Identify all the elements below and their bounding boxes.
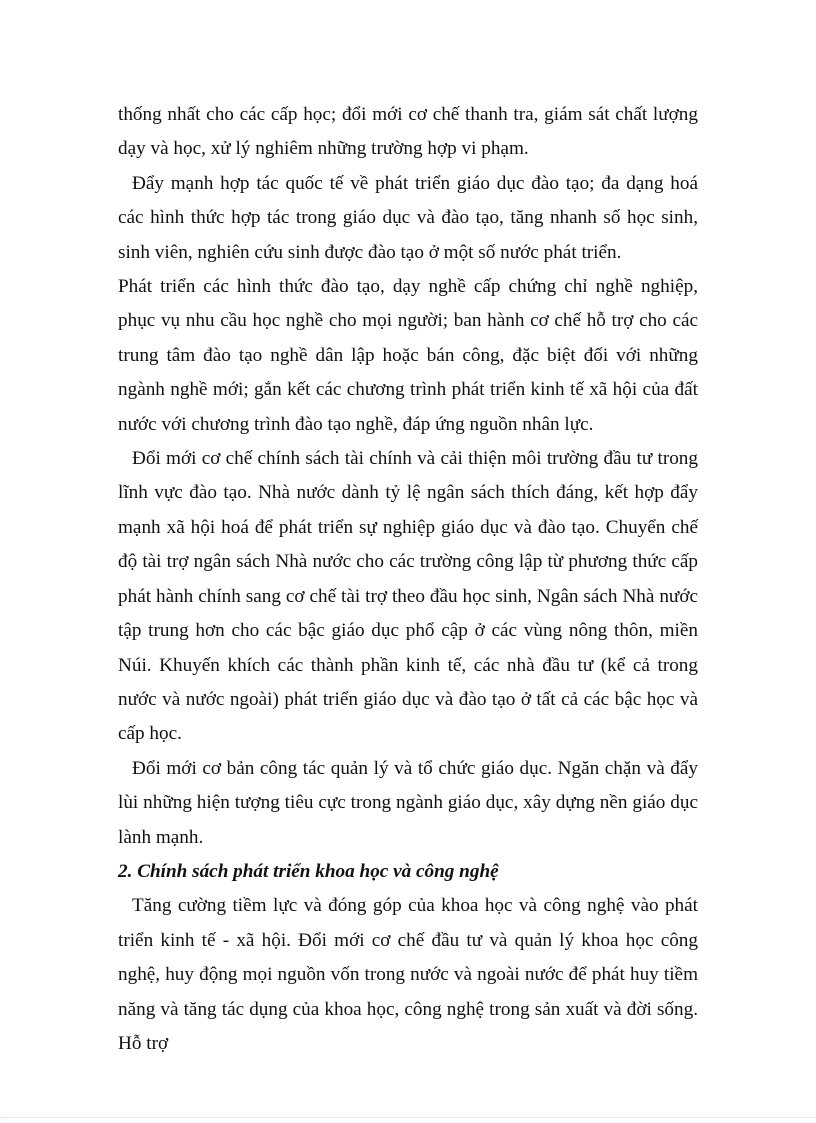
document-body: [118, 98, 698, 1061]
page-bottom-divider: [0, 1117, 816, 1118]
paragraph-vocational-training: Phát triển các hình thức đào tạo, dạy nghề cấp chứng chỉ nghề nghiệp, phục vụ nhu cầu học nghề cho mọi người; ban hành cơ chế hỗ trợ cho các trung tâm đào tạo nghề dân lập hoặc bán công, đặc biệt đối với những ngành nghề mới; gắn kết các chương trình phát triển kinh tế xã hội của đất nước với chương trình đào tạo nghề, đáp ứng nguồn nhân lực.: [118, 276, 698, 435]
paragraph-international-cooperation: Đẩy mạnh hợp tác quốc tế về phát triển giáo dục đào tạo; đa dạng hoá các hình thức hợp tác trong giáo dục và đào tạo, tăng nhanh số học sinh, sinh viên, nghiên cứu sinh được đào tạo ở một số nước phát triển.: [118, 172, 698, 263]
paragraph-education-management: Đổi mới cơ bản công tác quản lý và tổ chức giáo dục. Ngăn chặn và đẩy lùi những hiện tượng tiêu cực trong ngành giáo dục, xây dựng nền giáo dục lành mạnh.: [118, 757, 698, 848]
paragraph-science-technology: Tăng cường tiềm lực và đóng góp của khoa học và công nghệ vào phát triển kinh tế - xã hội. Đổi mới cơ chế đầu tư và quản lý khoa học công nghệ, huy động mọi nguồn vốn trong nước và ngoài nước để phát huy tiềm năng và tăng tác dụng của khoa học, công nghệ trong sản xuất và đời sống. Hỗ trợ: [118, 895, 698, 1054]
paragraph-continuation: thống nhất cho các cấp học; đổi mới cơ chế thanh tra, giám sát chất lượng dạy và học, xử lý nghiêm những trường hợp vi phạm.: [118, 104, 698, 160]
section-heading: 2. Chính sách phát triển khoa học và công nghệ: [118, 860, 499, 882]
paragraph-financial-policy: Đổi mới cơ chế chính sách tài chính và cải thiện môi trường đầu tư trong lĩnh vực đào tạo. Nhà nước dành tỷ lệ ngân sách thích đáng, kết hợp đẩy mạnh xã hội hoá để phát triển sự nghiệp giáo dục và đào tạo. Chuyển chế độ tài trợ ngân sách Nhà nước cho các trường công lập từ phương thức cấp phát hành chính sang cơ chế tài trợ theo đầu học sinh, Ngân sách Nhà nước tập trung hơn cho các bậc giáo dục phổ cập ở các vùng nông thôn, miền Núi. Khuyến khích các thành phần kinh tế, các nhà đầu tư (kể cả trong nước và nước ngoài) phát triển giáo dục và đào tạo ở tất cả các bậc học và cấp học.: [118, 448, 698, 745]
